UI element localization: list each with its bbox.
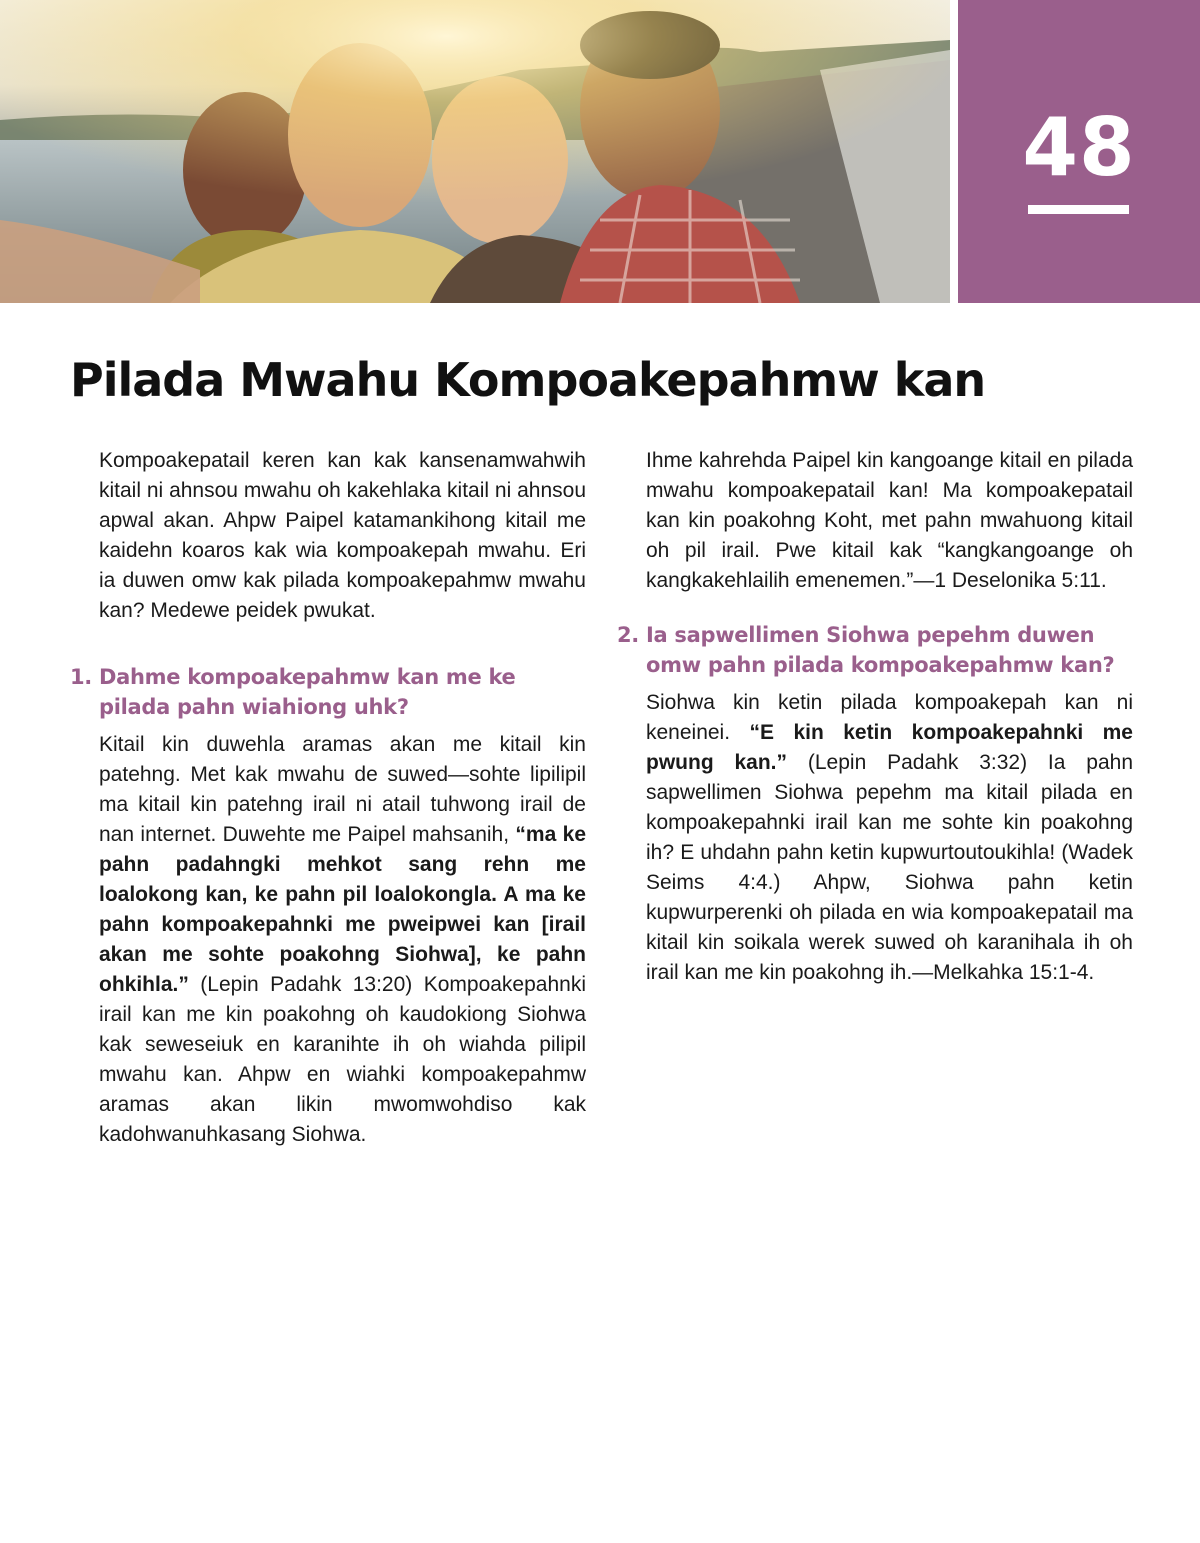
right-intro-paragraph: Ihme kahrehda Paipel kin kangoange kitail en pilada mwahu kompoakepatail kan! Ma kompoakepatail kan kin poakohng Koht, met pahn mwahuong kitail oh pil irail. Pwe kitail kak “kangkangoange oh kangkakehlailih emenemen.”—1 Deselonika 5:11. bbox=[646, 449, 1133, 592]
answer-1-text-end: (Lepin Padahk 13:20) Kompoakepahnki irail kan me kin poakohng oh kaudokiong Siohwa kak seweseiuk en karanihte ih oh wiahda pilipil mwahu kan. Ahpw en wiahki kompoakepahmw aramas akan likin mwomwohdiso kak kadohwanuhkasang Siohwa. bbox=[99, 973, 586, 1146]
question-2-number: 2. bbox=[617, 623, 639, 647]
answer-2-scripture-quote: “E kin ketin kompoakepahnki me pwung kan.” bbox=[646, 721, 1133, 774]
question-1-text: Dahme kompoakepahmw kan me ke pilada pahn wiahiong uhk? bbox=[99, 665, 516, 719]
question-1-number: 1. bbox=[70, 665, 92, 689]
photo-four-friends-selfie bbox=[0, 0, 950, 303]
right-column bbox=[617, 446, 1134, 988]
answer-1-paragraph bbox=[99, 730, 586, 1150]
answer-1-text-start: Kitail kin duwehla aramas akan me kitail kin patehng. Met kak mwahu de suwed—sohte lipilipil ma kitail kin patehng irail ni atail tuhwong irail de nan internet. Duwehte me Paipel mahsanih, bbox=[99, 733, 586, 846]
question-2 bbox=[617, 620, 1133, 680]
answer-1-scripture-quote: “ma ke pahn padahngki mehkot sang rehn me loalokong kan, ke pahn pil loalokongla. A ma ke pahn kompoakepahnki me pweipwei kan [irail akan me sohte poakohng Siohwa], ke pahn ohkihla.” bbox=[99, 823, 586, 996]
lesson-number: 48 bbox=[1022, 101, 1136, 194]
page-title: Pilada Mwahu Kompoakepahmw kan bbox=[70, 353, 986, 407]
answer-2-text-end: (Lepin Padahk 3:32) Ia pahn sapwellimen Siohwa pepehm ma kitail pilada en kompoakepahnki irail kan me sohte kin poakohng ih? E uhdahn pahn ketin kupwurtoutoukihla! (Wadek Seims 4:4.) Ahpw, Siohwa pahn ketin kupwurperenki oh pilada en wia kompoakepatail ma kitail kin soikala werek suwed oh karanihala ih oh irail kan me kin poakohng ih.—Melkahka 15:1-4. bbox=[646, 751, 1134, 984]
header-photo bbox=[0, 0, 950, 303]
lesson-number-underline bbox=[1028, 205, 1129, 214]
intro-paragraph: Kompoakepatail keren kan kak kansenamwahwih kitail ni ahnsou mwahu oh kakehlaka kitail ni ahnsou apwal akan. Ahpw Paipel katamankihong kitail me kaidehn koaros kak wia kompoakepah mwahu. Eri ia duwen omw kak pilada kompoakepahmw mwahu kan? Medewe peidek pwukat. bbox=[99, 449, 586, 622]
answer-2-paragraph bbox=[646, 688, 1133, 988]
question-2-text: Ia sapwellimen Siohwa pepehm duwen omw pahn pilada kompoakepahmw kan? bbox=[646, 623, 1115, 677]
answer-2-text-start: Siohwa kin ketin pilada kompoakepah kan ni keneinei. bbox=[646, 691, 1133, 744]
question-1 bbox=[70, 662, 586, 722]
left-column bbox=[70, 446, 586, 1150]
lesson-number-box bbox=[958, 0, 1200, 303]
